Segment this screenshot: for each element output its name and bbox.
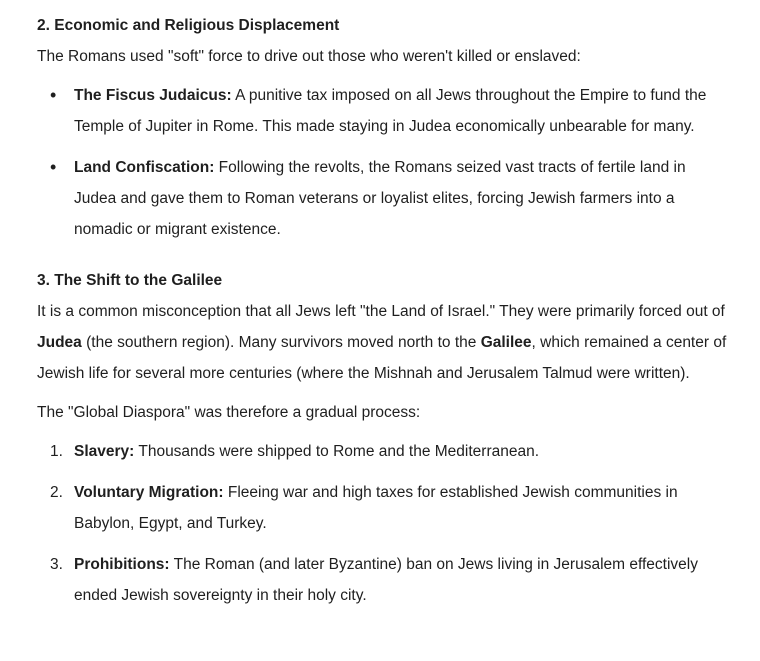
list-item-text: Thousands were shipped to Rome and the Mediterranean. bbox=[134, 443, 540, 460]
list-item bbox=[37, 80, 740, 142]
bullet-list bbox=[37, 80, 740, 245]
paragraph bbox=[37, 296, 740, 389]
text-run: (the southern region). Many survivors moved north to the bbox=[81, 334, 481, 351]
list-number: 3. bbox=[50, 556, 63, 573]
list-item-term: The Fiscus Judaicus: bbox=[74, 87, 232, 104]
section-heading: 2. Economic and Religious Displacement bbox=[37, 17, 340, 34]
list-item-text: The Roman (and later Byzantine) ban on Jews living in Jerusalem effectively ended Jewish sovereignty in their holy city. bbox=[74, 556, 698, 604]
list-number: 2. bbox=[50, 484, 63, 501]
list-item-term: Voluntary Migration: bbox=[74, 484, 224, 501]
list-item bbox=[37, 436, 740, 467]
numbered-list bbox=[37, 436, 740, 611]
section-intro: The Romans used "soft" force to drive out those who weren't killed or enslaved: bbox=[37, 48, 581, 65]
list-item bbox=[37, 477, 740, 539]
paragraph: The "Global Diaspora" was therefore a gradual process: bbox=[37, 404, 421, 421]
list-item-term: Slavery: bbox=[74, 443, 135, 460]
list-item-term: Land Confiscation: bbox=[74, 159, 215, 176]
list-item-text: A punitive tax imposed on all Jews throughout the Empire to fund the Temple of Jupiter in Rome. This made staying in Judea economically unbearable for many. bbox=[74, 87, 707, 135]
list-item bbox=[37, 152, 740, 245]
section-spacer bbox=[37, 255, 740, 265]
text-run: It is a common misconception that all Jews left "the Land of Israel." They were primarily forced out of bbox=[37, 303, 725, 320]
list-item-text: Following the revolts, the Romans seized vast tracts of fertile land in Judea and gave them to Roman veterans or loyalist elites, forcing Jewish farmers into a nomadic or migrant existence. bbox=[74, 159, 686, 238]
bold-term: Judea bbox=[37, 334, 82, 351]
list-item-term: Prohibitions: bbox=[74, 556, 170, 573]
list-item bbox=[37, 549, 740, 611]
bold-term: Galilee bbox=[480, 334, 532, 351]
list-number: 1. bbox=[50, 443, 63, 460]
text-run: , which remained a center of Jewish life for several more centuries (where the Mishnah and Jerusalem Talmud were written). bbox=[37, 334, 727, 382]
list-item-text: Fleeing war and high taxes for established Jewish communities in Babylon, Egypt, and Turkey. bbox=[74, 484, 678, 532]
section-heading: 3. The Shift to the Galilee bbox=[37, 272, 223, 289]
